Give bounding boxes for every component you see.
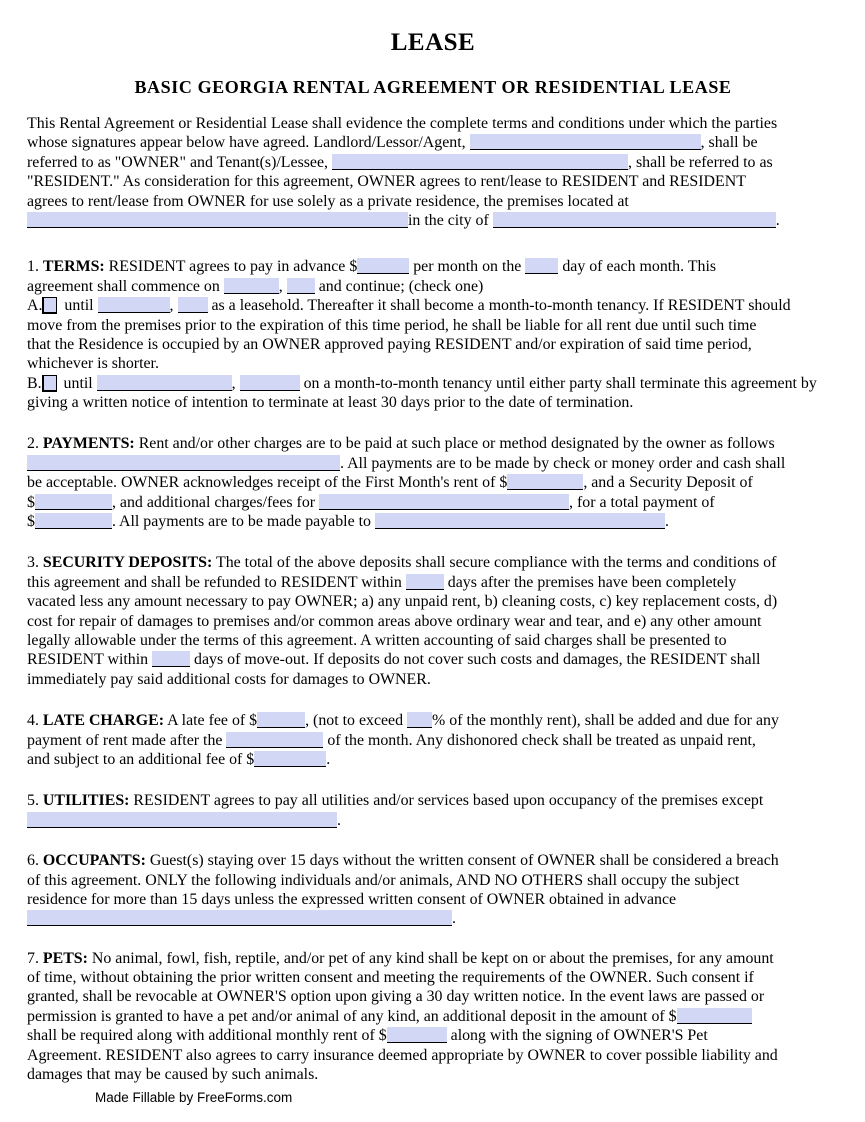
text-run: 7. [27, 949, 43, 967]
commencement-date-field[interactable] [224, 278, 279, 294]
document-subtitle: BASIC GEORGIA RENTAL AGREEMENT OR RESIDENTIAL LEASE [134, 77, 732, 97]
text-line [27, 612, 839, 631]
option-a-checkbox[interactable] [42, 297, 57, 314]
text-line [27, 335, 839, 354]
text-run: No animal, fowl, fish, reptile, and/or pet of any kind shall be kept on or about the premises, for any amount [87, 949, 774, 967]
text-run: , [231, 374, 240, 392]
section-intro [27, 114, 839, 230]
text-run: RESIDENT within [27, 651, 153, 669]
dishonored-check-fee-field[interactable] [254, 751, 326, 767]
section-heading: PAYMENTS: [42, 435, 135, 453]
monthly-rent-amount-field[interactable] [357, 258, 409, 274]
security-deposit-field[interactable] [35, 494, 112, 510]
section-utilities [27, 791, 839, 830]
payment-place-field[interactable] [27, 455, 340, 471]
text-line [27, 393, 839, 412]
text-run: day of each month. This [558, 258, 717, 276]
text-run: agrees to rent/lease from OWNER for use solely as a private residence, the premises located at [27, 192, 629, 210]
text-line [27, 172, 839, 191]
section-heading: OCCUPANTS: [42, 852, 146, 870]
text-run: this agreement and shall be refunded to RESIDENT within [27, 573, 406, 591]
text-run: immediately pay said additional costs for damages to OWNER. [27, 670, 431, 688]
text-run: , shall be referred to as [628, 153, 773, 171]
section-heading: TERMS: [42, 258, 105, 276]
text-line [27, 573, 839, 592]
text-run: until [59, 374, 97, 392]
text-run: legally allowable under the terms of this agreement. A written accounting of said charges shall be presented to [27, 631, 727, 649]
text-run: and subject to an additional fee of $ [27, 750, 255, 768]
text-run: referred to as "OWNER" and Tenant(s)/Lessee, [27, 153, 332, 171]
text-run: The total of the above deposits shall secure compliance with the terms and conditions of [212, 554, 777, 572]
text-run: "RESIDENT." As consideration for this agreement, OWNER agrees to rent/lease to RESIDENT and RESIDENT [27, 173, 746, 191]
text-run: shall be required along with additional monthly rent of $ [27, 1027, 387, 1045]
text-run: This Rental Agreement or Residential Lease shall evidence the complete terms and conditions under which the parties [27, 115, 778, 132]
section-pets [27, 949, 839, 1085]
text-line [27, 871, 839, 890]
pet-deposit-amount-field[interactable] [677, 1008, 752, 1024]
text-line [27, 1046, 839, 1065]
text-run: 6. [27, 852, 43, 870]
text-line [27, 1026, 839, 1045]
lease-end-year-a-field[interactable] [178, 297, 208, 313]
approved-occupants-list-field[interactable] [27, 910, 452, 926]
text-run: whichever is shorter. [27, 355, 159, 373]
text-run: Rent and/or other charges are to be paid at such place or method designated by the owner as follows [134, 435, 775, 453]
text-run: that the Residence is occupied by an OWNER approved paying RESIDENT and/or expiration of said time period, [27, 335, 752, 353]
section-occupants [27, 851, 839, 929]
text-line [27, 750, 839, 769]
text-run: . [664, 513, 669, 531]
section-payments [27, 434, 839, 531]
text-run: $ [27, 493, 35, 511]
text-line [27, 114, 839, 133]
text-line [27, 192, 839, 211]
text-run: Guest(s) staying over 15 days without the written consent of OWNER shall be considered a breach [145, 852, 779, 870]
text-run: vacated less any amount necessary to pay OWNER; a) any unpaid rent, b) cleaning costs, c) key replacement costs, d) [27, 593, 778, 611]
text-run: days of move-out. If deposits do not cover such costs and damages, the RESIDENT shall [190, 651, 761, 669]
text-run: 2. [27, 435, 43, 453]
tenant-name-field[interactable] [332, 154, 628, 170]
text-run: , and a Security Deposit of [583, 474, 753, 492]
text-line [27, 454, 839, 473]
text-run: until [60, 297, 98, 315]
option-b-checkbox[interactable] [42, 375, 57, 392]
text-line [27, 987, 839, 1006]
text-run: be acceptable. OWNER acknowledges receipt of the First Month's rent of $ [27, 474, 508, 492]
lease-end-date-b-field[interactable] [97, 375, 232, 391]
text-line [27, 968, 839, 987]
text-line [27, 670, 839, 689]
text-line [27, 1065, 839, 1084]
text-line [27, 553, 839, 572]
text-line [27, 631, 839, 650]
text-line [27, 851, 839, 870]
text-run: . [775, 211, 780, 229]
section-terms [27, 257, 839, 412]
late-after-day-field[interactable] [226, 732, 323, 748]
text-line [27, 277, 839, 296]
text-run: days after the premises have been completely [443, 573, 737, 591]
commencement-year-field[interactable] [287, 278, 315, 294]
total-payment-field[interactable] [35, 513, 112, 529]
document-body [27, 114, 839, 1084]
text-line [27, 592, 839, 611]
payments-payable-to-field[interactable] [375, 513, 665, 529]
additional-charges-description-field[interactable] [319, 494, 569, 510]
text-run: 1. [27, 258, 43, 276]
text-line [27, 1007, 839, 1026]
rent-due-day-field[interactable] [525, 258, 558, 274]
text-run: per month on the [409, 258, 526, 276]
text-run: % of the monthly rent), shall be added and due for any [432, 712, 779, 730]
late-fee-percent-field[interactable] [407, 712, 432, 728]
accounting-days-field[interactable] [152, 651, 190, 667]
text-run: A. [27, 297, 43, 315]
lease-end-date-a-field[interactable] [98, 297, 170, 313]
text-run: damages that may be caused by such animals. [27, 1066, 319, 1084]
text-run: of this agreement. ONLY the following individuals and/or animals, AND NO OTHERS shall occupy the subject [27, 871, 740, 889]
section-heading: UTILITIES: [42, 792, 130, 810]
text-run: . [326, 750, 331, 768]
text-run: , (not to exceed [305, 712, 408, 730]
text-run: , for a total payment of [569, 493, 715, 511]
text-run: along with the signing of OWNER'S Pet [446, 1027, 708, 1045]
text-line [27, 909, 839, 928]
footer-credit: Made Fillable by FreeForms.com [95, 1090, 293, 1105]
text-line [27, 316, 839, 335]
text-line [27, 791, 839, 810]
text-line [27, 153, 839, 172]
text-run: A late fee of $ [164, 712, 258, 730]
text-run: , [278, 277, 287, 295]
text-line [27, 374, 839, 393]
text-line [27, 731, 839, 750]
text-run: move from the premises prior to the expiration of this time period, he shall be liable for all rent due until such time [27, 316, 757, 334]
text-run: 5. [27, 792, 43, 810]
text-line [27, 211, 839, 230]
text-run: 4. [27, 712, 43, 730]
premises-address-field[interactable] [27, 212, 408, 228]
deposit-refund-days-field[interactable] [406, 574, 444, 590]
text-run: cost for repair of damages to premises and/or common areas above ordinary wear and tear, and e) any other amount [27, 612, 762, 630]
text-run: . [452, 910, 456, 928]
text-run: of time, without obtaining the prior written consent and meeting the requirements of the OWNER. Such consent if [27, 969, 754, 987]
text-run: agreement shall commence on [27, 277, 224, 295]
text-run: RESIDENT agrees to pay all utilities and/or services based upon occupancy of the premises except [129, 792, 764, 810]
text-run: permission is granted to have a pet and/or animal of any kind, an additional deposit in the amount of $ [27, 1007, 677, 1025]
text-line [27, 473, 839, 492]
text-run: residence for more than 15 days unless the expressed written consent of OWNER obtained in advance [27, 890, 677, 908]
text-line [27, 512, 839, 531]
text-line [27, 811, 839, 830]
text-run: , [169, 297, 178, 315]
text-line [27, 354, 839, 373]
text-run: payment of rent made after the [27, 731, 227, 749]
late-fee-amount-field[interactable] [257, 712, 305, 728]
utilities-exceptions-field[interactable] [27, 812, 337, 828]
pet-monthly-rent-field[interactable] [387, 1027, 447, 1043]
text-run: Agreement. RESIDENT also agrees to carry insurance deemed appropriate by OWNER to cover possible liability and [27, 1046, 778, 1064]
text-line [27, 133, 839, 152]
text-run: of the month. Any dishonored check shall be treated as unpaid rent, [323, 731, 756, 749]
text-line [27, 650, 839, 669]
text-run: , and additional charges/fees for [111, 493, 320, 511]
text-run: on a month-to-month tenancy until either party shall terminate this agreement by [299, 374, 817, 392]
text-run: whose signatures appear below have agreed. Landlord/Lessor/Agent, [27, 134, 470, 152]
lease-end-year-b-field[interactable] [240, 375, 300, 391]
text-run: $ [27, 513, 35, 531]
text-run: , shall be [700, 134, 758, 152]
section-heading: SECURITY DEPOSITS: [42, 554, 213, 572]
section-heading: LATE CHARGE: [42, 712, 164, 730]
text-line [27, 949, 839, 968]
section-heading: PETS: [42, 949, 88, 967]
text-line [27, 296, 839, 315]
text-line [27, 434, 839, 453]
section-security-deposits [27, 553, 839, 689]
text-run: . [337, 811, 341, 829]
premises-city-field[interactable] [493, 212, 776, 228]
document-title: LEASE [390, 29, 476, 56]
text-line [27, 493, 839, 512]
text-run: as a leasehold. Thereafter it shall become a month-to-month tenancy. If RESIDENT should [207, 297, 791, 315]
text-run: . All payments are to be made by check or money order and cash shall [340, 454, 786, 472]
text-line [27, 257, 839, 276]
text-run: RESIDENT agrees to pay in advance $ [104, 258, 358, 276]
text-run: B. [27, 374, 42, 392]
text-run: . All payments are to be made payable to [111, 513, 375, 531]
text-run: and continue; (check one) [314, 277, 484, 295]
text-run: granted, shall be revocable at OWNER'S option upon giving a 30 day written notice. In the event laws are passed or [27, 988, 765, 1006]
text-run: giving a written notice of intention to terminate at least 30 days prior to the date of termination. [27, 394, 634, 412]
text-line [27, 890, 839, 909]
text-run: in the city of [408, 211, 493, 229]
section-late-charge [27, 711, 839, 769]
landlord-name-field[interactable] [470, 134, 701, 150]
text-line [27, 711, 839, 730]
text-run: 3. [27, 554, 43, 572]
first-month-rent-field[interactable] [507, 474, 583, 490]
